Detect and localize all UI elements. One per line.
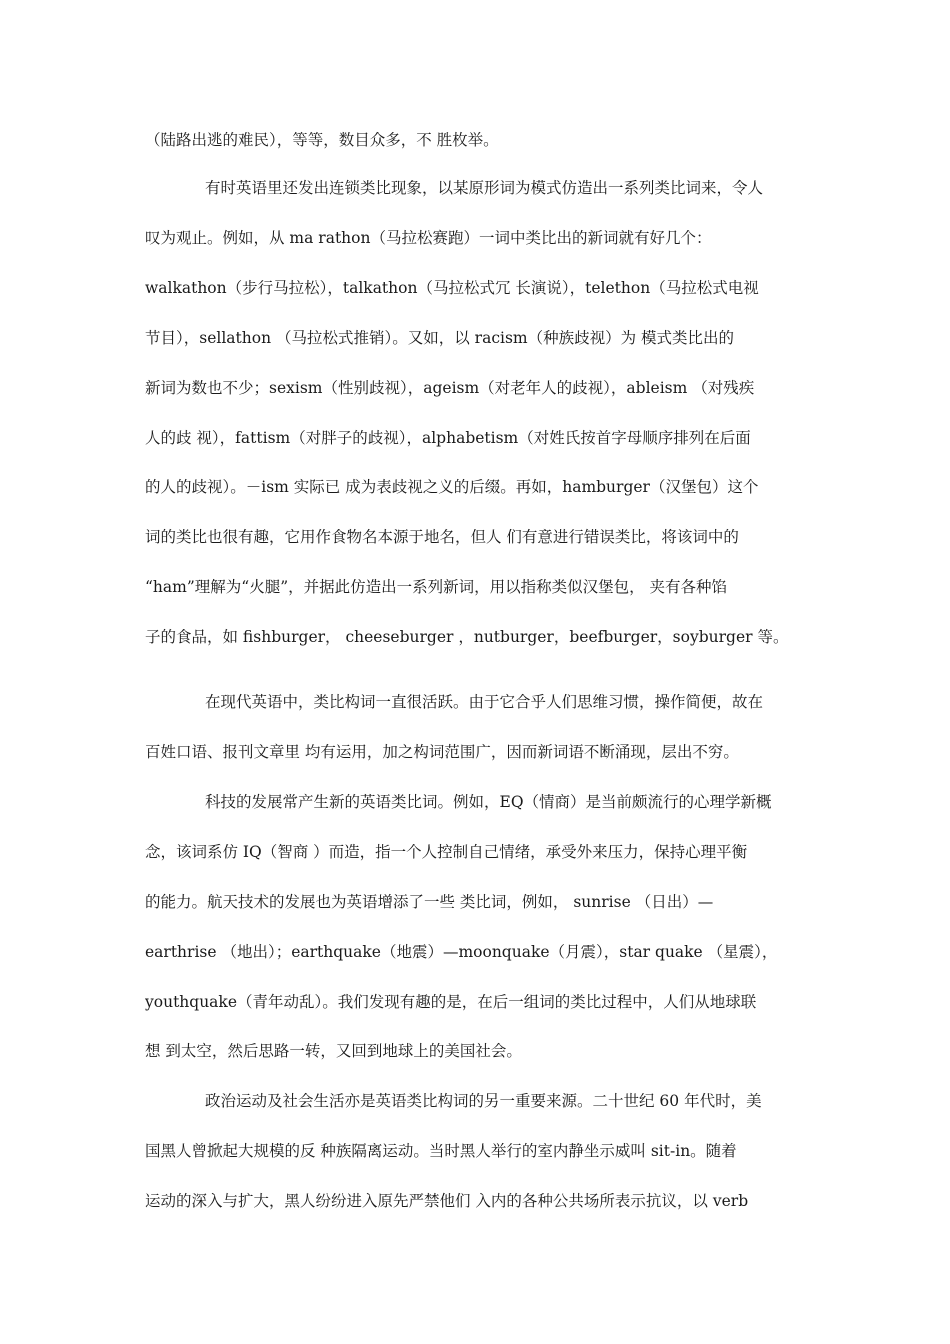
text-line: 新词为数也不少；sexism（性别歧视），ageism（对老年人的歧视），ableism （对残疾: [145, 379, 755, 397]
text-line: 国黑人曾掀起大规模的反 种族隔离运动。当时黑人举行的室内静坐示威叫 sit-in。随着: [145, 1142, 737, 1160]
text-line: 念，该词系仿 IQ（智商 ）而造，指一个人控制自己情绪，承受外来压力，保持心理平衡: [145, 843, 748, 861]
text-line: 的能力。航天技术的发展也为英语增添了一些 类比词，例如， sunrise （日出）—: [145, 893, 714, 911]
text-line: earthrise （地出）；earthquake（地震）—moonquake（月震），star quake （星震），: [145, 943, 778, 961]
text-line: （陆路出逃的难民），等等，数目众多，不 胜枚举。: [145, 131, 499, 149]
paragraph-start-line: 科技的发展常产生新的英语类比词。例如，EQ（情商）是当前颇流行的心理学新概: [205, 793, 772, 811]
text-line: 的人的歧视）。－ism 实际已 成为表歧视之义的后缀。再如，hamburger（汉堡包）这个: [145, 478, 759, 496]
text-line: 运动的深入与扩大，黑人纷纷进入原先严禁他们 入内的各种公共场所表示抗议，以 verb: [145, 1192, 749, 1210]
paragraph-start-line: 在现代英语中，类比构词一直很活跃。由于它合乎人们思维习惯，操作简便，故在: [205, 693, 764, 711]
text-line: youthquake（青年动乱）。我们发现有趣的是，在后一组词的类比过程中，人们从地球联: [145, 993, 757, 1011]
text-line: 节目），sellathon （马拉松式推销）。又如，以 racism（种族歧视）为 模式类比出的: [145, 329, 735, 347]
text-line: 人的歧 视），fattism（对胖子的歧视），alphabetism（对姓氏按首字母顺序排列在后面: [145, 429, 751, 447]
paragraph-start-line: 政治运动及社会生活亦是英语类比构词的另一重要来源。二十世纪 60 年代时，美: [205, 1092, 762, 1110]
text-line: walkathon（步行马拉松），talkathon（马拉松式冗 长演说），telethon（马拉松式电视: [145, 279, 759, 297]
text-line: 叹为观止。例如，从 ma rathon（马拉松赛跑）一词中类比出的新词就有好几个：: [145, 229, 712, 247]
paragraph-start-line: 有时英语里还发出连锁类比现象，以某原形词为模式仿造出一系列类比词来，令人: [205, 179, 764, 197]
text-line: 词的类比也很有趣，它用作食物名本源于地名，但人 们有意进行错误类比，将该词中的: [145, 528, 739, 546]
text-line: 子的食品，如 fishburger， cheeseburger ，nutburger，beefburger，soyburger 等。: [145, 628, 789, 646]
text-line: 想 到太空，然后思路一转，又回到地球上的美国社会。: [145, 1042, 522, 1060]
text-line: 百姓口语、报刊文章里 均有运用，加之构词范围广，因而新词语不断涌现，层出不穷。: [145, 743, 739, 761]
text-line: “ham”理解为“火腿”，并据此仿造出一系列新词，用以指称类似汉堡包， 夹有各种馅: [145, 578, 728, 596]
